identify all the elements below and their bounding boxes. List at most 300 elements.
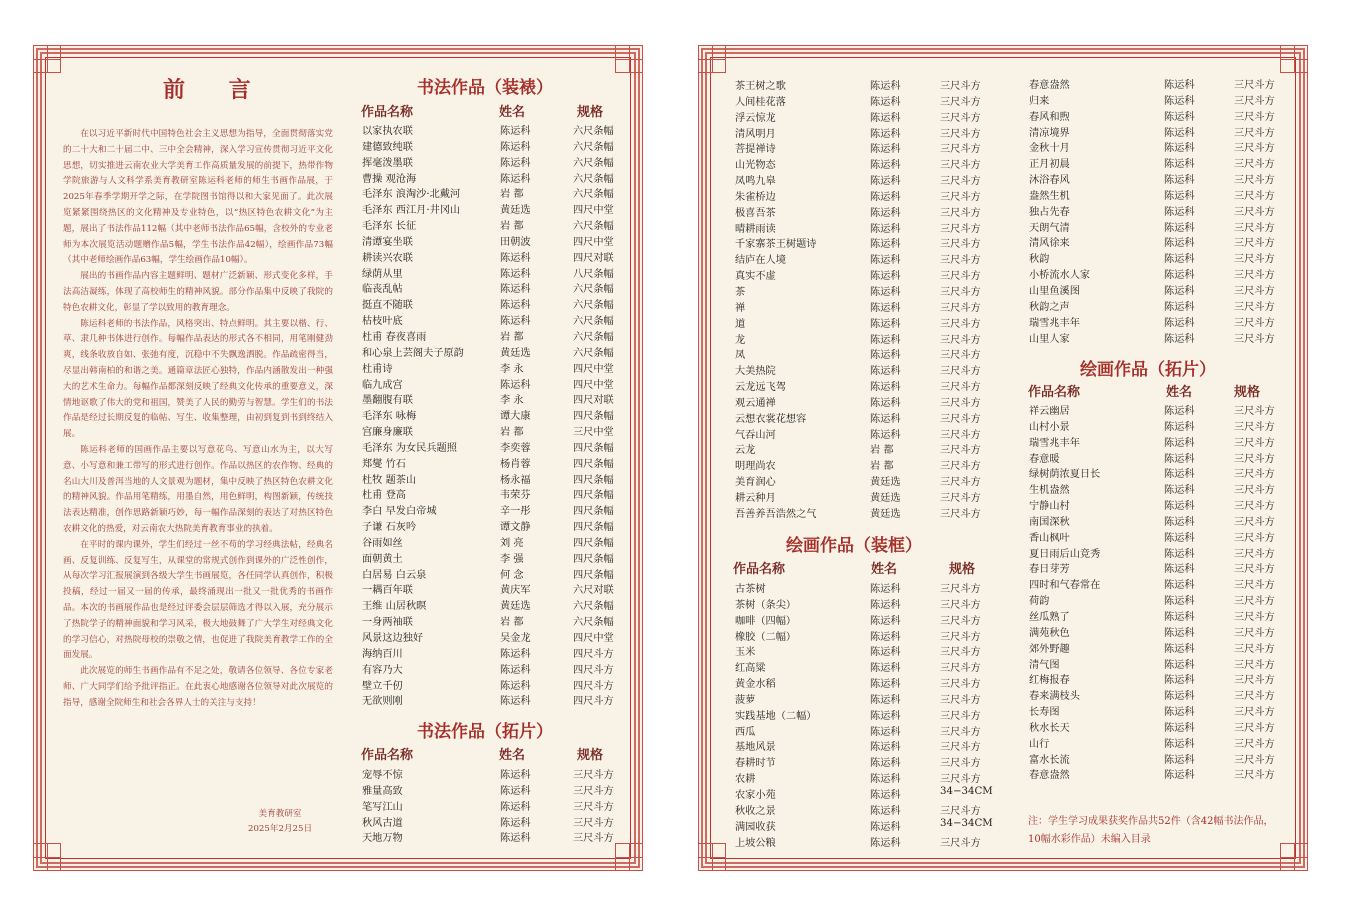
cell-title: 美育润心 [735, 477, 776, 489]
cell-title: 荷韵 [1029, 596, 1050, 608]
table-row [362, 471, 622, 487]
table-row [735, 754, 995, 770]
cell-author: 陈运科 [870, 726, 901, 738]
table-row [1029, 314, 1289, 330]
table-row [735, 346, 995, 362]
cell-title: 红梅报春 [1029, 675, 1070, 687]
cell-spec: 三尺斗方 [1234, 143, 1275, 155]
cell-title: 壁立千仞 [362, 680, 403, 692]
table-row [1029, 418, 1289, 434]
col-header-author: 姓名 [499, 105, 526, 120]
cell-author: 陈运科 [1164, 691, 1195, 703]
cell-spec: 三尺斗方 [1234, 421, 1275, 433]
table-row [735, 378, 995, 394]
cell-spec: 三尺斗方 [940, 144, 981, 156]
cell-author: 陈运科 [1164, 611, 1195, 623]
cell-title: 长寿图 [1029, 707, 1060, 719]
cell-title: 云想衣裳花想容 [735, 413, 807, 425]
table-row [1029, 497, 1289, 513]
cell-author: 陈运科 [870, 160, 901, 172]
cell-spec: 三尺斗方 [940, 599, 981, 611]
cell-spec: 四尺中堂 [573, 363, 614, 375]
table-row [735, 802, 995, 818]
cell-author: 陈运科 [500, 696, 531, 708]
cell-author: 陈运科 [1164, 564, 1195, 576]
cell-author: 陈运科 [500, 785, 531, 797]
cell-spec: 三尺斗方 [940, 255, 981, 267]
cell-spec: 三尺斗方 [940, 271, 981, 283]
table-row [735, 362, 995, 378]
cell-author: 陈运科 [1164, 254, 1195, 266]
cell-title: 白居易 白云泉 [362, 569, 427, 581]
cell-spec: 三尺斗方 [940, 207, 981, 219]
cell-title: 茶树（条尖） [735, 599, 797, 611]
table-row [1029, 108, 1289, 124]
preface-signature [248, 807, 312, 837]
cell-spec: 三尺斗方 [940, 726, 981, 738]
cell-title: 农家小苑 [735, 789, 776, 801]
table-row [1029, 282, 1289, 298]
cell-title: 清气图 [1029, 659, 1060, 671]
table-row [362, 201, 622, 217]
cell-spec: 四尺对联 [573, 252, 614, 264]
cell-spec: 三尺斗方 [1234, 675, 1275, 687]
table-row [1029, 687, 1289, 703]
table-row [362, 439, 622, 455]
table-row [1029, 608, 1289, 624]
cell-title: 秋韵 [1029, 254, 1050, 266]
cell-title: 云龙 [735, 445, 756, 457]
cell-spec: 三尺斗方 [1234, 643, 1275, 655]
cell-spec: 三尺斗方 [940, 128, 981, 140]
cell-spec: 四尺斗方 [573, 664, 614, 676]
cell-author: 陈运科 [1164, 675, 1195, 687]
preface-title: 前 言 [163, 77, 269, 103]
section-title-painting-rubbing: 绘画作品（拓片） [1080, 360, 1216, 380]
cell-author: 韦荣芬 [500, 490, 531, 502]
cell-title: 郊外野趣 [1029, 643, 1070, 655]
cell-title: 清风明月 [735, 128, 776, 140]
table-row [1029, 576, 1289, 592]
cell-spec: 三尺斗方 [1234, 659, 1275, 671]
cell-spec: 三尺斗方 [940, 445, 981, 457]
cell-author: 陈运科 [1164, 722, 1195, 734]
cell-title: 农耕 [735, 774, 756, 786]
cell-title: 毛泽东 咏梅 [362, 411, 417, 423]
cell-title: 毛泽东 长征 [362, 221, 417, 233]
cell-title: 春意盎然 [1029, 770, 1070, 782]
cell-spec: 六尺条幅 [573, 617, 614, 629]
cell-spec: 三尺斗方 [940, 631, 981, 643]
right-page [698, 45, 1308, 871]
preface-paragraph: 陈运科老师的书法作品，风格突出、特点鲜明。其主要以楷、行、草、隶几种书体进行创作。每幅作品表达的形式各不相同，用笔刚健劲爽，线条收放自如、张弛有度，沉稳中不失飘逸洒脱。作品疏密得当，尽显出韩南柏的和谐之美。通篇章法匠心独特，作品内涵散发出一种强大的艺术生命力。每幅作品都深刻反映了经典文化传承的重要意义，深情地讴歌了伟大的党和祖国，赞美了人民的勤劳与智慧。学生们的书法作品是经过长期反复的临帖、写生、收集整理，由初到复到书到终结入展。 [63, 318, 333, 440]
cell-spec: 四尺中堂 [573, 236, 614, 248]
table-row [1029, 766, 1289, 782]
cell-author: 黄廷选 [500, 347, 531, 359]
cell-author: 陈运科 [870, 429, 901, 441]
preface-paragraph: 展出的书画作品内容主题鲜明、题材广泛新颖、形式变化多样，手法高洁凝练，体现了高校师生的精神风貌。部分作品集中反映了我院的特色农耕文化，彰显了学以致用的教育理念。 [63, 271, 333, 313]
cell-title: 千家寨茶王树题诗 [735, 239, 817, 251]
table-row [1029, 250, 1289, 266]
table-row [735, 315, 995, 331]
cell-author: 陈运科 [1164, 317, 1195, 329]
cell-spec: 三尺斗方 [1234, 190, 1275, 202]
cell-author: 陈运科 [870, 584, 901, 595]
cell-title: 绿树荫浓夏日长 [1029, 469, 1101, 481]
cell-title: 建德致纯联 [362, 141, 413, 153]
cell-title: 绿荫从里 [362, 268, 403, 280]
cell-author: 陈运科 [1164, 270, 1195, 282]
cell-author: 陈运科 [1164, 143, 1195, 155]
cell-spec: 三尺斗方 [573, 785, 614, 797]
table-row [735, 441, 995, 457]
table-row [1029, 76, 1289, 92]
table-row [362, 423, 622, 439]
section-title-calligraphy-mounted: 书法作品（装裱） [417, 78, 553, 98]
cell-author: 陈运科 [1164, 238, 1195, 250]
cell-title: 以家执农联 [362, 126, 413, 137]
table-row [735, 659, 995, 675]
cell-author: 陈运科 [500, 284, 531, 296]
cell-author: 何 念 [500, 569, 524, 581]
cell-title: 西瓜 [735, 726, 756, 738]
cell-title: 南国深秋 [1029, 516, 1070, 528]
cell-spec: 三尺斗方 [1234, 516, 1275, 528]
table-row [1029, 751, 1289, 767]
table-row [1029, 656, 1289, 672]
cell-title: 瑞雪兆丰年 [1029, 437, 1080, 449]
cell-spec: 三尺斗方 [573, 801, 614, 813]
cell-author: 陈运科 [870, 837, 901, 849]
table-row [735, 596, 995, 612]
cell-title: 基地风景 [735, 742, 776, 754]
col-header-spec: 规格 [577, 105, 604, 120]
table-row [1029, 187, 1289, 203]
table-row [735, 410, 995, 426]
cell-spec: 三尺斗方 [1234, 501, 1275, 513]
cell-author: 陈运科 [870, 647, 901, 659]
cell-author: 陈运科 [500, 300, 531, 312]
cell-spec: 三尺斗方 [1234, 453, 1275, 465]
table-row [735, 204, 995, 220]
table-row [362, 265, 622, 281]
cell-spec: 四尺条幅 [573, 522, 614, 534]
cell-spec: 三尺斗方 [1234, 222, 1275, 234]
cell-title: 杜甫诗 [362, 363, 393, 375]
cell-spec: 三尺斗方 [940, 191, 981, 203]
cell-spec: 三尺斗方 [940, 160, 981, 172]
cell-title: 临丧乱帖 [362, 284, 403, 296]
cell-author: 岩 都 [870, 445, 894, 457]
cell-spec: 三尺斗方 [940, 239, 981, 251]
cell-title: 春日芽芳 [1029, 564, 1070, 576]
cell-title: 橡胶（二幅） [735, 631, 797, 643]
cell-title: 明理尚农 [735, 461, 776, 473]
cell-spec: 三尺斗方 [1234, 159, 1275, 171]
cell-title: 气吞山河 [735, 429, 776, 441]
cell-title: 海纳百川 [362, 648, 403, 660]
cell-spec: 三尺斗方 [1234, 722, 1275, 734]
list-painting-framed-continued [1029, 76, 1289, 345]
cell-spec: 三尺斗方 [940, 397, 981, 409]
cell-author: 李 永 [500, 363, 524, 375]
cell-author: 杨肖蓉 [500, 458, 531, 470]
cell-author: 陈运科 [870, 631, 901, 643]
preface-paragraph: 在平时的课内课外，学生们经过一丝不苟的学习经典法帖，经典名画、反复训练、反复写生，从课堂的常规式创作到课外的广泛性创作，从每次学习汇报展演到各级大学生书画展览，各任同学认真创作，积极投稿，经过一届又一届的传承，最终涌现出一批又一批优秀的书画作品。本次的书画展作品也是经过评委会层层筛选才得以入展，充分展示了热院学子的精神面貌和学习风采，极大地鼓舞了广大学生对经典文化的学习信心，对热院母校的崇敬之情，也促进了我院美育教学工作的全面发展。 [63, 539, 333, 661]
cell-title: 宁静山村 [1029, 501, 1070, 513]
corner-ornament [33, 45, 61, 73]
table-row [362, 798, 622, 814]
cell-title: 曹操 观沧海 [362, 173, 417, 185]
cell-author: 陈运科 [1164, 548, 1195, 560]
cell-spec: 八尺条幅 [573, 268, 614, 280]
cell-spec: 六尺条幅 [573, 316, 614, 328]
cell-title: 满园收获 [735, 821, 776, 833]
table-row [735, 580, 995, 596]
signature-org: 美育教研室 [258, 809, 302, 819]
cell-title: 菩提禅诗 [735, 144, 776, 156]
cell-spec: 三尺斗方 [1234, 333, 1275, 345]
table-row [1029, 513, 1289, 529]
table-row [1029, 481, 1289, 497]
table-row [1029, 719, 1289, 735]
cell-title: 宫廉身廉联 [362, 427, 413, 439]
table-row [362, 766, 622, 782]
cell-title: 茶 [735, 286, 746, 298]
cell-author: 陈运科 [500, 648, 531, 660]
cell-spec: 三尺斗方 [1234, 691, 1275, 703]
table-row [1029, 155, 1289, 171]
table-row [1029, 465, 1289, 481]
cell-title: 秋韵之声 [1029, 301, 1070, 313]
cell-title: 山里鱼溪图 [1029, 285, 1080, 297]
cell-author: 陈运科 [1164, 532, 1195, 544]
table-row [735, 77, 995, 93]
cell-spec: 三尺斗方 [1234, 707, 1275, 719]
cell-author: 陈运科 [870, 271, 901, 283]
cell-author: 陈运科 [1164, 333, 1195, 345]
cell-title: 宠辱不惊 [362, 770, 403, 781]
cell-title: 清凉境界 [1029, 127, 1070, 139]
cell-author: 陈运科 [500, 173, 531, 185]
cell-author: 陈运科 [870, 366, 901, 378]
cell-title: 盎然生机 [1029, 190, 1070, 202]
table-row [735, 156, 995, 172]
cell-spec: 三尺斗方 [940, 302, 981, 314]
table-row [1029, 545, 1289, 561]
list-calligraphy-rubbing-continued [735, 77, 995, 521]
cell-author: 陈运科 [870, 207, 901, 219]
cell-author: 陈运科 [1164, 643, 1195, 655]
table-row [362, 814, 622, 830]
cell-spec: 三尺斗方 [1234, 270, 1275, 282]
cell-title: 有容乃大 [362, 664, 403, 676]
table-row [735, 331, 995, 347]
table-row [735, 612, 995, 628]
table-row [1029, 434, 1289, 450]
cell-author: 岩 都 [500, 427, 524, 439]
cell-spec: 三尺斗方 [1234, 627, 1275, 639]
cell-spec: 六尺条幅 [573, 141, 614, 153]
cell-spec: 三尺斗方 [940, 334, 981, 346]
cell-spec: 三尺斗方 [940, 492, 981, 504]
cell-author: 黄庆军 [500, 585, 531, 597]
corner-ornament [33, 843, 61, 871]
cell-spec: 四尺中堂 [573, 205, 614, 217]
cell-spec: 六尺条幅 [573, 173, 614, 185]
cell-title: 山村小景 [1029, 421, 1070, 433]
cell-author: 陈运科 [870, 302, 901, 314]
cell-author: 陈运科 [870, 81, 901, 92]
cell-title: 杜甫 登高 [362, 490, 406, 502]
cell-title: 一身两袖联 [362, 617, 413, 629]
table-row [362, 312, 622, 328]
cell-title: 菠萝 [735, 694, 756, 706]
cell-author: 陈运科 [500, 316, 531, 328]
cell-title: 玉米 [735, 647, 756, 659]
cell-title: 观云通禅 [735, 397, 776, 409]
table-row [362, 391, 622, 407]
cell-author: 黄廷选 [500, 205, 531, 217]
cell-title: 瑞雪兆丰年 [1029, 317, 1080, 329]
cell-title: 和心泉上芸阁夫子原韵 [362, 347, 464, 359]
cell-title: 清风徐来 [1029, 238, 1070, 250]
cell-author: 陈运科 [870, 334, 901, 346]
cell-author: 陈运科 [870, 176, 901, 188]
col-header-author: 姓名 [871, 562, 898, 577]
table-row [735, 489, 995, 505]
table-row [362, 249, 622, 265]
table-row [1029, 529, 1289, 545]
cell-author: 岩 都 [500, 331, 524, 343]
cell-spec: 四尺条幅 [573, 442, 614, 454]
cell-author: 陈运科 [1164, 596, 1195, 608]
cell-spec: 四尺条幅 [573, 458, 614, 470]
cell-spec: 三尺斗方 [940, 96, 981, 108]
cell-author: 陈运科 [870, 397, 901, 409]
table-row [362, 328, 622, 344]
cell-author: 陈运科 [870, 382, 901, 394]
cell-title: 一耦百年联 [362, 585, 413, 597]
cell-author: 陈运科 [500, 817, 531, 829]
table-row [362, 344, 622, 360]
table-row [735, 505, 995, 521]
cell-spec: 三尺斗方 [940, 774, 981, 786]
cell-spec: 三尺斗方 [573, 833, 614, 845]
cell-title: 极喜吾茶 [735, 207, 776, 219]
table-header [733, 558, 993, 576]
cell-title: 龙 [735, 334, 746, 346]
table-row [362, 280, 622, 296]
cell-author: 陈运科 [870, 821, 901, 833]
cell-title: 结庐在人境 [735, 255, 786, 267]
cell-title: 清谭宴坐联 [362, 236, 413, 248]
cell-title: 四时和气春常在 [1029, 580, 1101, 592]
cell-title: 李白 早发白帝城 [362, 506, 437, 518]
table-row [362, 455, 622, 471]
table-row [735, 394, 995, 410]
cell-author: 陈运科 [500, 680, 531, 692]
cell-author: 陈运科 [1164, 80, 1195, 91]
cell-spec: 三尺斗方 [1234, 238, 1275, 250]
cell-spec: 三尺斗方 [1234, 564, 1275, 576]
cell-spec: 三尺斗方 [940, 461, 981, 473]
cell-author: 陈运科 [870, 742, 901, 754]
cell-author: 黄廷选 [870, 477, 901, 489]
table-row [735, 125, 995, 141]
cell-spec: 三尺斗方 [940, 647, 981, 659]
cell-author: 陈运科 [1164, 770, 1195, 782]
table-row [362, 360, 622, 376]
cell-title: 实践基地（二幅） [735, 710, 817, 722]
section-title-painting-framed: 绘画作品（装框） [786, 536, 922, 556]
cell-title: 生机盎然 [1029, 485, 1070, 497]
cell-author: 陈运科 [500, 833, 531, 845]
table-row [362, 138, 622, 154]
cell-author: 陈运科 [870, 413, 901, 425]
cell-spec: 三尺斗方 [940, 477, 981, 489]
cell-author: 陈运科 [870, 758, 901, 770]
cell-spec: 四尺条幅 [573, 537, 614, 549]
cell-title: 浮云惊龙 [735, 112, 776, 124]
cell-author: 杨永福 [500, 474, 531, 486]
cell-title: 山行 [1029, 738, 1050, 750]
cell-title: 毛泽东 浪淘沙·北戴河 [362, 189, 461, 201]
cell-title: 王维 山居秋暝 [362, 601, 427, 613]
cell-author: 李奕蓉 [500, 442, 531, 454]
table-header [361, 744, 621, 762]
cell-spec: 六尺条幅 [573, 284, 614, 296]
cell-title: 独占先春 [1029, 206, 1070, 218]
section-title-calligraphy-rubbing: 书法作品（拓片） [417, 722, 553, 742]
col-header-name: 作品名称 [733, 562, 786, 577]
cell-spec: 三尺斗方 [1234, 254, 1275, 266]
cell-title: 山里人家 [1029, 333, 1070, 345]
cell-spec: 三尺斗方 [940, 286, 981, 298]
cell-author: 吴金龙 [500, 633, 531, 644]
cell-title: 丝瓜熟了 [1029, 611, 1070, 623]
cell-spec: 三尺斗方 [940, 413, 981, 425]
cell-author: 陈运科 [1164, 469, 1195, 481]
cell-title: 人间桂花落 [735, 96, 786, 108]
corner-ornament [698, 843, 726, 871]
footnote: 注：学生学习成果获奖作品共52件（含42幅书法作品，10幅水彩作品）未编入目录 [1028, 816, 1274, 845]
table-row [362, 233, 622, 249]
table-row [735, 723, 995, 739]
cell-author: 田朝波 [500, 236, 531, 248]
table-row [735, 457, 995, 473]
cell-title: 凤鸣九皋 [735, 176, 776, 188]
preface-body [63, 127, 333, 711]
cell-spec: 三尺斗方 [940, 366, 981, 378]
cell-title: 祥云幽居 [1029, 406, 1070, 417]
cell-spec: 三尺斗方 [940, 350, 981, 362]
cell-author: 陈运科 [870, 615, 901, 627]
cell-title: 雅量高致 [362, 785, 403, 797]
table-row [1029, 298, 1289, 314]
cell-title: 山光物态 [735, 160, 776, 172]
cell-title: 天朗气清 [1029, 222, 1070, 234]
cell-author: 陈运科 [870, 350, 901, 362]
table-row [735, 818, 995, 834]
cell-spec: 四尺条幅 [573, 569, 614, 581]
table-row [362, 486, 622, 502]
cell-author: 岩 都 [500, 221, 524, 233]
cell-author: 陈运科 [1164, 406, 1195, 417]
cell-author: 陈运科 [500, 141, 531, 153]
table-row [362, 502, 622, 518]
table-row [362, 518, 622, 534]
